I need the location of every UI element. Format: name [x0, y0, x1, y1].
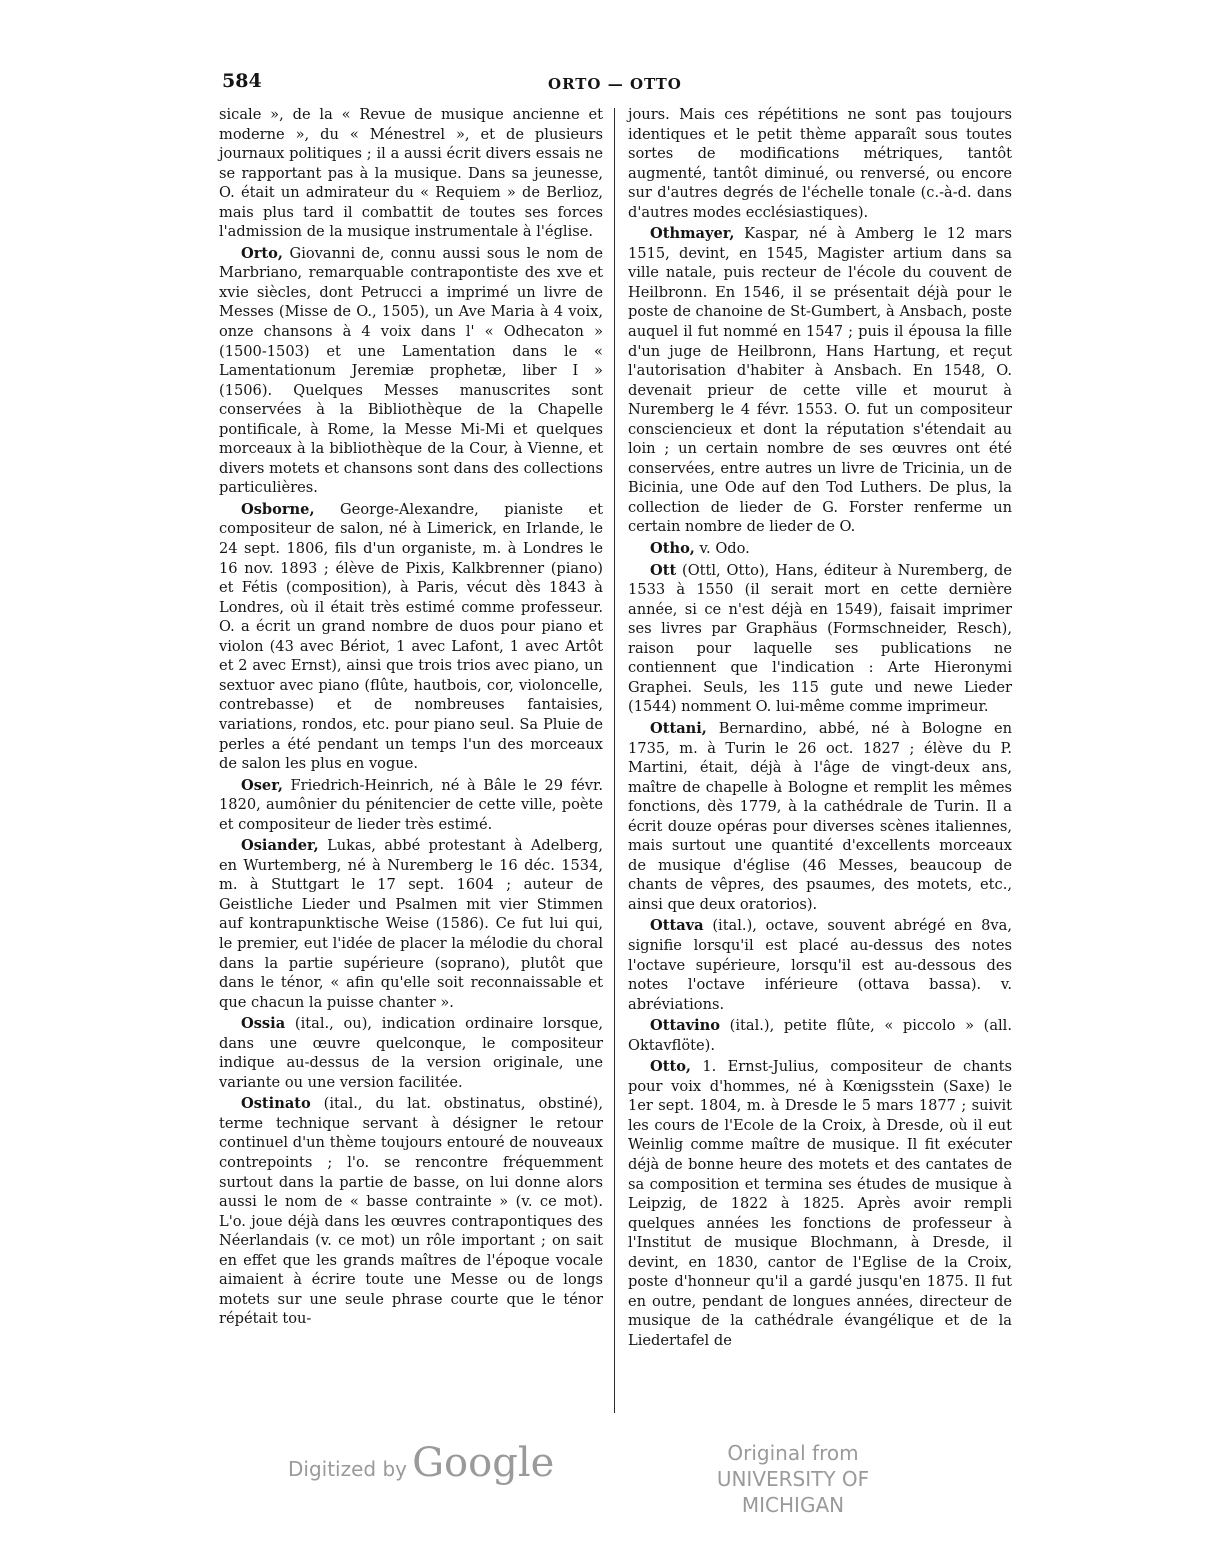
page-number: 584	[222, 70, 262, 92]
entry-ostinato: Ostinato (ital., du lat. obstinatus, obstiné), terme technique servant à désigner le retour continuel d'un thème toujours entouré de nouveaux contrepoints ; l'o. se rencontre fréquemment surtout dans la partie de basse, on lui donne alors aussi le nom de « basse contrainte » (v. ce mot). L'o. joue déjà dans les œuvres contrapontiques des Néerlandais (v. ce mot) un rôle important ; on sait en effet que les grands maîtres de l'époque vocale aimaient à écrire toute une Messe ou de longs motets sur une seule phrase courte que le ténor répétait tou-	[219, 1095, 603, 1328]
headword: Ossia	[241, 1015, 286, 1033]
google-watermark	[288, 1440, 554, 1486]
library-watermark	[668, 1440, 918, 1518]
column-divider	[614, 108, 615, 1413]
headword: Othmayer,	[650, 225, 735, 243]
headword: Otto,	[650, 1058, 692, 1076]
entry-otto: Otto, 1. Ernst-Julius, compositeur de chants pour voix d'hommes, né à Kœnigsstein (Saxe) le 1er sept. 1804, m. à Dresde le 5 mars 1877 ; suivit les cours de l'Ecole de la Croix, à Dresde, où il eut Weinlig comme maître de musique. Il fit exécuter déjà de bonne heure des motets et des cantates de sa composition et termina ses études de musique à Leipzig, de 1822 à 1825. Après avoir rempli quelques années les fonctions de professeur à l'Institut de musique Blochmann, à Dresde, il devint, en 1830, cantor de l'Eglise de la Croix, poste d'honneur qu'il a gardé jusqu'en 1875. Il fut en outre, pendant de longues années, directeur de musique de la cathédrale évangélique et de la Liedertafel de	[628, 1058, 1012, 1349]
google-logo: Google	[412, 1440, 555, 1486]
entry-osborne: Osborne, George-Alexandre, pianiste et compositeur de salon, né à Limerick, en Irlande, le 24 sept. 1806, fils d'un organiste, m. à Londres le 16 nov. 1893 ; élève de Pixis, Kalkbrenner (piano) et Fétis (composition), à Paris, vécut dès 1843 à Londres, où il était très estimé comme professeur. O. a écrit un grand nombre de duos pour piano et violon (43 avec Bériot, 1 avec Lafont, 1 avec Artôt et 2 avec Ernst), ainsi que trois trios avec piano, un sextuor avec piano (flûte, hautbois, cor, violoncelle, contrebasse) et de nombreuses fantaisies, variations, rondos, etc. pour piano seul. Sa Pluie de perles a été pendant un temps l'un des morceaux de salon les plus en vogue.	[219, 500, 603, 773]
entry-continuation: sicale », de la « Revue de musique ancienne et moderne », du « Ménestrel », et de plusieurs journaux politiques ; il a aussi écrit divers essais ne se rapportant pas à la musique. Dans sa jeunesse, O. était un admirateur du « Requiem » de Berlioz, mais plus tard il combattit de toutes ses forces l'admission de la musique instrumentale à l'église.	[219, 106, 603, 241]
original-from-label: Original from	[727, 1441, 859, 1465]
entry-oser: Oser, Friedrich-Heinrich, né à Bâle le 29 févr. 1820, aumônier du pénitencier de cette ville, poète et compositeur de lieder très estimé.	[219, 776, 603, 833]
entry-ottavino: Ottavino (ital.), petite flûte, « piccolo » (all. Oktavflöte).	[628, 1017, 1012, 1054]
headword: Osiander,	[241, 837, 319, 855]
headword: Oser,	[241, 776, 283, 794]
running-head: ORTO — OTTO	[548, 75, 682, 93]
headword: Osborne,	[241, 500, 315, 518]
headword: Otho,	[650, 540, 695, 558]
entry-ott: Ott (Ottl, Otto), Hans, éditeur à Nuremberg, de 1533 à 1550 (il serait mort en cette dernière année, si ce n'est déjà en 1549), faisait imprimer ses livres par Graphäus (Formschneider, Resch), raison pour laquelle ses publications ne contiennent que l'indication : Arte Hieronymi Graphei. Seuls, les 115 gute und newe Lieder (1544) nomment O. lui-même comme imprimeur.	[628, 561, 1012, 716]
headword: Ott	[650, 561, 677, 579]
headword: Ostinato	[241, 1095, 311, 1113]
entry-orto: Orto, Giovanni de, connu aussi sous le nom de Marbriano, remarquable contrapontiste des xve et xvie siècles, dont Petrucci a imprimé un livre de Messes (Misse de O., 1505), un Ave Maria à 4 voix, onze chansons à 4 voix dans l' « Odhecaton » (1500-1503) et une Lamentation dans le « Lamentationum Jeremiæ prophetæ, liber I » (1506). Quelques Messes manuscrites sont conservées à la Bibliothèque de la Chapelle pontificale, à Rome, la Messe Mi-Mi et quelques morceaux à la bibliothèque de la Cour, à Vienne, et divers motets et chansons sont dans des collections particulières.	[219, 244, 603, 497]
headword: Ottani,	[650, 719, 707, 737]
entry-otho: Otho, v. Odo.	[650, 540, 750, 558]
left-column	[219, 105, 603, 1331]
headword: Orto,	[241, 244, 283, 262]
headword: Ottava	[650, 917, 704, 935]
entry-osiander: Osiander, Lukas, abbé protestant à Adelberg, en Wurtemberg, né à Nuremberg le 16 déc. 1534, m. à Stuttgart le 17 sept. 1604 ; auteur de Geistliche Lieder und Psalmen mit vier Stimmen auf kontrapunktische Weise (1586). Ce fut lui qui, le premier, eut l'idée de placer la mélodie du choral dans la partie supérieure (soprano), plutôt que dans le ténor, « afin qu'elle soit reconnaissable et que chacun la puisse chanter ».	[219, 837, 603, 1011]
entry-ossia: Ossia (ital., ou), indication ordinaire lorsque, dans une œuvre quelconque, le compositeur indique au-dessus de la version originale, une variante ou une version facilitée.	[219, 1015, 603, 1091]
university-label: UNIVERSITY OF MICHIGAN	[716, 1467, 870, 1517]
entry-ottani: Ottani, Bernardino, abbé, né à Bologne en 1735, m. à Turin le 26 oct. 1827 ; élève du P. Martini, était, déjà à l'âge de vingt-deux ans, maître de chapelle à Bologne et remplit les mêmes fonctions, dès 1779, à la cathédrale de Turin. Il a écrit douze opéras pour diverses scènes italiennes, mais surtout une quantité d'excellents morceaux de musique d'église (46 Messes, beaucoup de chants de vêpres, des psaumes, des motets, etc., ainsi que deux oratorios).	[628, 719, 1012, 913]
right-column	[628, 105, 1012, 1352]
entry-othmayer: Othmayer, Kaspar, né à Amberg le 12 mars 1515, devint, en 1545, Magister artium dans sa ville natale, puis recteur de l'école du couvent de Heilbronn. En 1546, il se présentait déjà pour le poste de chanoine de St-Gumbert, à Ansbach, poste auquel il fut nommé en 1547 ; puis il épousa la fille d'un juge de Heilbronn, Hans Hartung, et reçut l'autorisation d'habiter à Ansbach. En 1548, O. devenait prieur de cette ville et mourut à Nuremberg le 4 févr. 1553. O. fut un compositeur consciencieux et dont la réputation s'étendait au loin ; un certain nombre de ses œuvres ont été conservées, entre autres un livre de Tricinia, un de Bicinia, une Ode auf den Tod Luthers. De plus, la collection de lieder de G. Forster renferme un certain nombre de lieder de O.	[628, 225, 1012, 536]
digitized-by-label: Digitized by	[288, 1457, 407, 1481]
entry-continuation: jours. Mais ces répétitions ne sont pas toujours identiques et le petit thème apparaît sous toutes sortes de modifications métriques, tantôt augmenté, tantôt diminué, ou renversé, ou encore sur d'autres degrés de l'échelle tonale (c.-à-d. dans d'autres modes ecclésiastiques).	[628, 106, 1012, 221]
entry-ottava: Ottava (ital.), octave, souvent abrégé en 8va, signifie lorsqu'il est placé au-dessus des notes l'octave supérieure, lorsqu'il est au-dessous des notes l'octave inférieure (ottava bassa). v. abréviations.	[628, 917, 1012, 1013]
headword: Ottavino	[650, 1017, 721, 1035]
